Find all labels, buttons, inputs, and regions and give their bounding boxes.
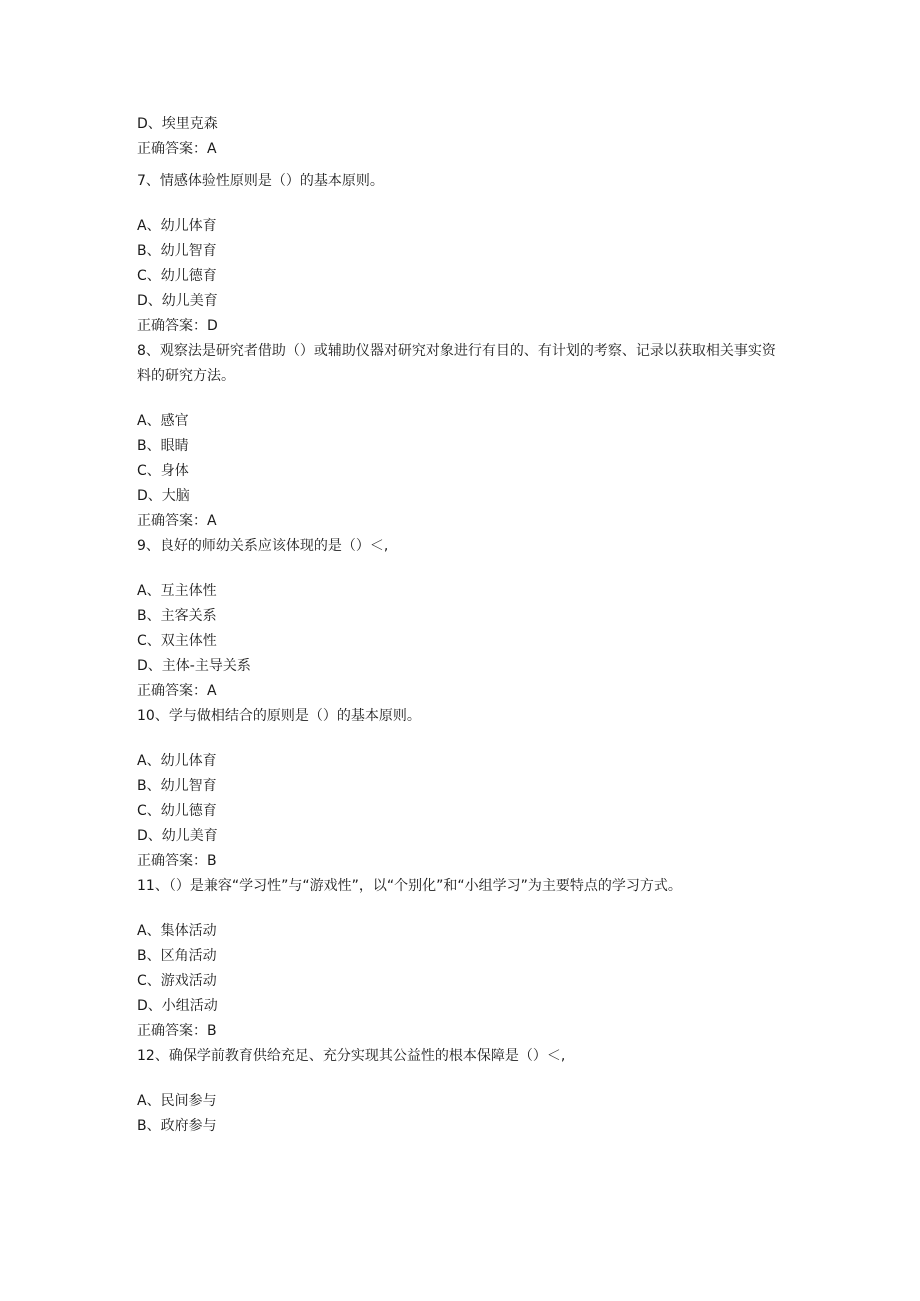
option-c: C、幼儿德育 (137, 803, 217, 819)
question-stem: 11、（）是兼容“学习性”与“游戏性”，以“个别化”和“小组学习”为主要特点的学习方式。 (137, 878, 682, 894)
option-b: B、幼儿智育 (137, 243, 217, 259)
correct-answer: 正确答案：B (137, 1023, 217, 1039)
option-d: D、小组活动 (137, 998, 218, 1014)
option-a: A、互主体性 (137, 583, 217, 599)
option-a: A、幼儿体育 (137, 218, 217, 234)
option-b: B、政府参与 (137, 1118, 217, 1134)
option-c: C、身体 (137, 463, 189, 479)
option-d: D、埃里克森 (137, 116, 218, 132)
correct-answer: 正确答案：D (137, 318, 218, 334)
question-stem: 9、良好的师幼关系应该体现的是（）＜, (137, 538, 389, 554)
question-stem: 8、观察法是研究者借助（）或辅助仪器对研究对象进行有目的、有计划的考察、记录以获取相关事实资料的研究方法。 (137, 343, 776, 384)
correct-answer: 正确答案：A (137, 141, 217, 157)
option-a: A、民间参与 (137, 1093, 217, 1109)
option-c: C、幼儿德育 (137, 268, 217, 284)
option-b: B、区角活动 (137, 948, 217, 964)
question-stem: 10、学与做相结合的原则是（）的基本原则。 (137, 708, 421, 724)
option-d: D、主体-主导关系 (137, 658, 251, 674)
option-a: A、集体活动 (137, 923, 217, 939)
option-b: B、幼儿智育 (137, 778, 217, 794)
question-stem: 7、情感体验性原则是（）的基本原则。 (137, 173, 384, 189)
option-d: D、幼儿美育 (137, 828, 218, 844)
correct-answer: 正确答案：A (137, 683, 217, 699)
option-b: B、眼睛 (137, 438, 189, 454)
option-c: C、双主体性 (137, 633, 217, 649)
correct-answer: 正确答案：B (137, 853, 217, 869)
option-a: A、幼儿体育 (137, 753, 217, 769)
option-d: D、大脑 (137, 488, 190, 504)
correct-answer: 正确答案：A (137, 513, 217, 529)
option-d: D、幼儿美育 (137, 293, 218, 309)
option-b: B、主客关系 (137, 608, 217, 624)
option-c: C、游戏活动 (137, 973, 217, 989)
option-a: A、感官 (137, 413, 189, 429)
document-page (137, 112, 787, 1139)
question-stem: 12、确保学前教育供给充足、充分实现其公益性的根本保障是（）＜, (137, 1048, 566, 1064)
